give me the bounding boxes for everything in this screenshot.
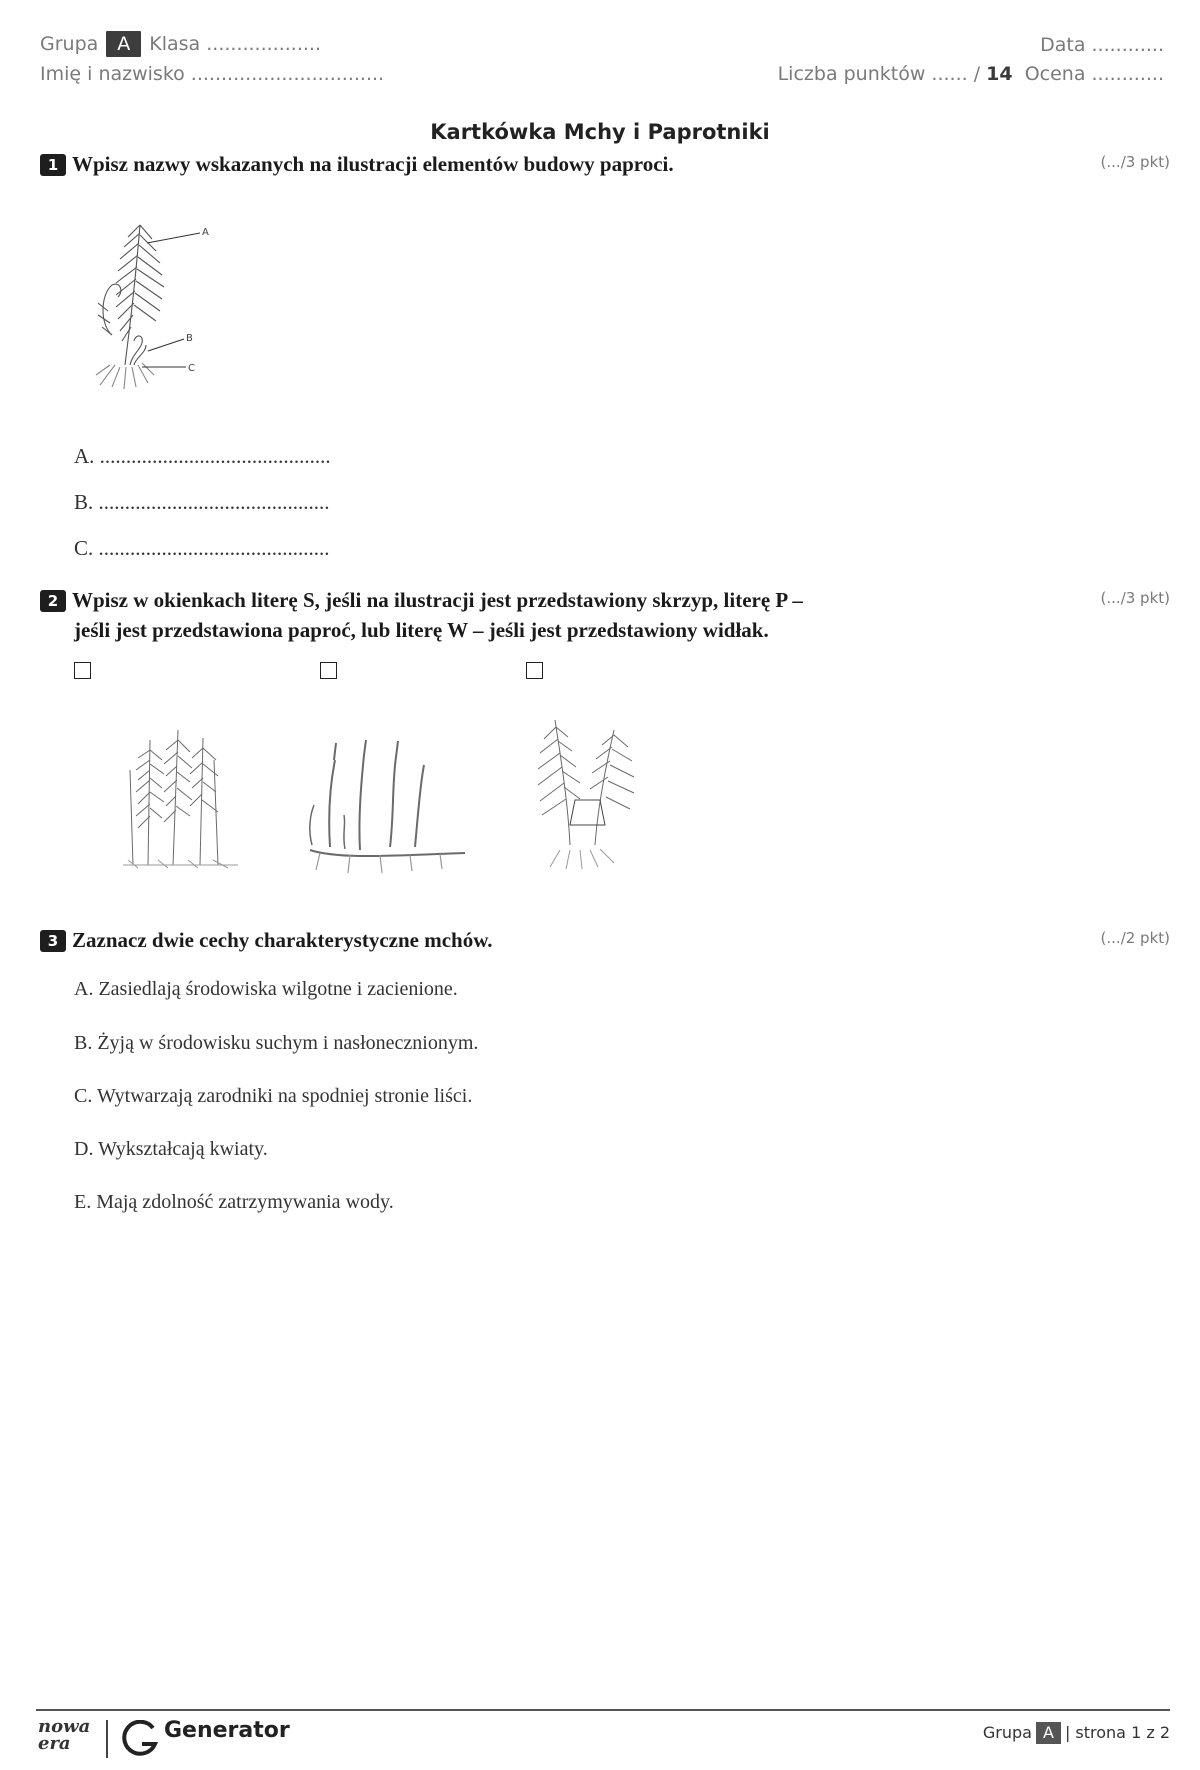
points-label: Liczba punktów ...... / [777,63,981,85]
question-2-text-line1: Wpisz w okienkach literę S, jeśli na ilustracji jest przedstawiony skrzyp, literę P – [72,588,803,612]
logo-divider [106,1720,108,1758]
option-c[interactable]: C. Wytwarzają zarodniki na spodniej stronie liści. [74,1085,473,1107]
page-number: | strona 1 z 2 [1064,1723,1170,1742]
class-field: Klasa ................... [149,33,321,55]
header-group-row [40,31,321,57]
option-e[interactable]: E. Mają zdolność zatrzymywania wody. [74,1191,394,1213]
option-b[interactable]: B. Żyją w środowisku suchym i nasłonecznionym. [74,1032,479,1054]
grade-field: Ocena ............ [1024,63,1164,85]
generator-logo-text: Generator [164,1718,290,1743]
option-d[interactable]: D. Wykształcają kwiaty. [74,1138,268,1160]
answer-line-c[interactable]: C. ............................................ [74,536,330,560]
answer-line-a[interactable]: A. ............................................ [74,444,331,468]
points-max: 14 [986,63,1013,85]
question-3-text: Zaznacz dwie cechy charakterystyczne mchów. [72,928,493,952]
fern-label-a: A [202,227,209,238]
generator-g-icon [120,1720,160,1758]
answer-box-1[interactable] [74,662,91,679]
page-title: Kartkówka Mchy i Paprotniki [430,120,770,144]
group-badge: A [106,31,141,57]
fern-label-b: B [186,333,193,344]
fern-structure-illustration [90,215,250,390]
plant-illustration-1 [118,720,243,870]
plant-illustration-3 [530,715,645,870]
points-grade-row [778,63,1164,85]
question-2-text-line2: jeśli jest przedstawiona paproć, lub literę W – jeśli jest przedstawiony widłak. [74,618,769,642]
question-number-3: 3 [40,930,66,952]
fern-label-c: C [188,363,195,374]
nowa-era-logo: nowa era [38,1716,91,1754]
footer-logos [38,1716,290,1760]
question-1-text: Wpisz nazwy wskazanych na ilustracji elementów budowy paproci. [72,152,674,176]
footer-group-label: Grupa [982,1723,1032,1742]
question-2-points: (.../3 pkt) [1100,589,1170,607]
question-1-points: (.../3 pkt) [1100,153,1170,171]
date-field: Data ............ [1040,34,1164,56]
question-2 [40,585,803,645]
question-3-points: (.../2 pkt) [1100,929,1170,947]
question-1 [40,149,674,179]
answer-box-2[interactable] [320,662,337,679]
question-number-2: 2 [40,590,66,612]
option-a[interactable]: A. Zasiedlają środowiska wilgotne i zacienione. [74,978,458,1000]
question-3 [40,925,492,955]
question-number-1: 1 [40,154,66,176]
plant-illustration-2 [300,735,470,880]
answer-box-3[interactable] [526,662,543,679]
answer-line-b[interactable]: B. ............................................ [74,490,330,514]
footer-group-badge: A [1036,1722,1061,1744]
footer-page-info [983,1722,1170,1744]
name-field: Imię i nazwisko ................................ [40,63,385,85]
footer-divider [36,1709,1170,1711]
group-label: Grupa [40,33,99,55]
